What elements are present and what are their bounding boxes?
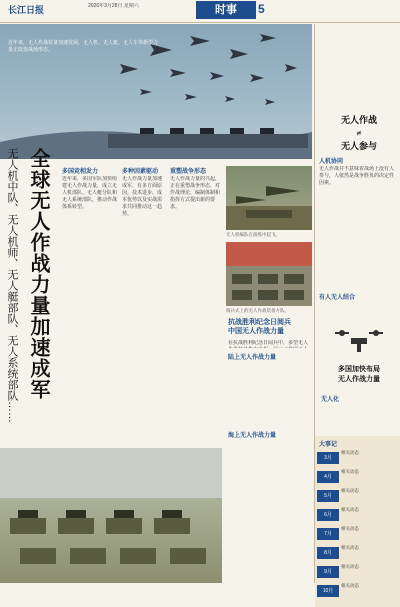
memo-tag: 4月 [317, 471, 339, 483]
memo-text: 相关动态 [341, 489, 359, 494]
memo-row [317, 450, 399, 468]
memo-text: 相关动态 [341, 470, 359, 475]
side-article-body: 在抗战胜利纪念日阅兵中，多型无人 [228, 340, 309, 346]
memo-row [317, 564, 399, 582]
memo-text: 相关动态 [341, 546, 359, 551]
section-label: 时事 [196, 1, 256, 19]
memo-tag: 10月 [317, 585, 339, 597]
column-1-body: 近年来，多国军队加快组建无人作战力量，成立无人机部队、无人艇分队和无人系统部队，推动作战体系转型。 [62, 176, 118, 210]
main-subheadline: 无人机中队、无人机师、无人艇部队、无人系统部队…… [6, 148, 18, 423]
column-2-head: 多种因素驱动 [122, 169, 159, 175]
memo-tag: 5月 [317, 490, 339, 502]
memo-text: 相关动态 [341, 584, 359, 589]
column-2-body: 无人作战力量加速成军，有多方面原因。技术进步、成本优势以及实战需求共同推动这一趋势。 [122, 176, 163, 217]
photo-1-caption: 无人机编队在演练中起飞。 [226, 232, 280, 237]
memo-text: 相关动态 [341, 565, 359, 570]
column-1-head: 多国竞相发力 [62, 169, 99, 175]
date-line: 2026年3月28日 星期六 [88, 3, 139, 9]
memo-tag: 6月 [317, 509, 339, 521]
main-headline: 全球无人作战力量加速成军 [27, 148, 49, 400]
photo-parade [226, 242, 312, 306]
hero-caption: 近年来，无人作战装备加速发展，无人机、无人艇、无人车等新型力量正改变战场形态。 [8, 40, 159, 53]
memo-row [317, 545, 399, 563]
page-header [0, 0, 400, 23]
memo-box [315, 436, 400, 607]
masthead: 长江日报 [8, 5, 45, 15]
side-article-headline: 抗战胜利纪念日阅兵 中国无人作战力量 [228, 319, 291, 335]
column-3-body: 无人作战力量的兴起，正在重塑战争形态，对作战理论、编制体制和指挥方式提出新的要求。 [170, 176, 221, 210]
right-col-body: 无人作战并不意味着战场上没有人参与，人依然是战争胜负的决定性因素。 [319, 166, 395, 186]
memo-row [317, 583, 399, 601]
memo-tag: 3月 [317, 452, 339, 464]
hero-image [0, 24, 312, 159]
memo-title: 大事记 [319, 442, 338, 448]
column-3-head: 重塑战争形态 [170, 169, 207, 175]
side-article-subhead-1: 陆上无人作战力量 [228, 355, 277, 361]
right-headline-2: 多国加快布局 无人作战力量 [338, 365, 380, 383]
memo-text: 相关动态 [341, 508, 359, 513]
photo-2-caption: 阅兵式上的无人作战装备方队。 [226, 308, 289, 313]
box-label: 无人化 [321, 397, 340, 403]
memo-row [317, 526, 399, 544]
memo-tag: 9月 [317, 566, 339, 578]
right-col-label-1: 人机协同 [319, 159, 344, 165]
photo-drones [226, 166, 312, 230]
right-col-label-2: 有人无人结合 [319, 295, 356, 301]
side-article-subhead-2: 海上无人作战力量 [228, 433, 277, 439]
memo-row [317, 488, 399, 506]
memo-tag: 7月 [317, 528, 339, 540]
page-number: 5 [258, 2, 265, 16]
memo-row [317, 469, 399, 487]
memo-text: 相关动态 [341, 527, 359, 532]
drone-icon [333, 324, 385, 358]
right-headline-1: 无人作战 ≠ 无人参与 [340, 115, 377, 151]
memo-row [317, 507, 399, 525]
photo-vehicles [0, 448, 222, 583]
memo-text: 相关动态 [341, 451, 359, 456]
right-column [314, 24, 400, 594]
memo-tag: 8月 [317, 547, 339, 559]
